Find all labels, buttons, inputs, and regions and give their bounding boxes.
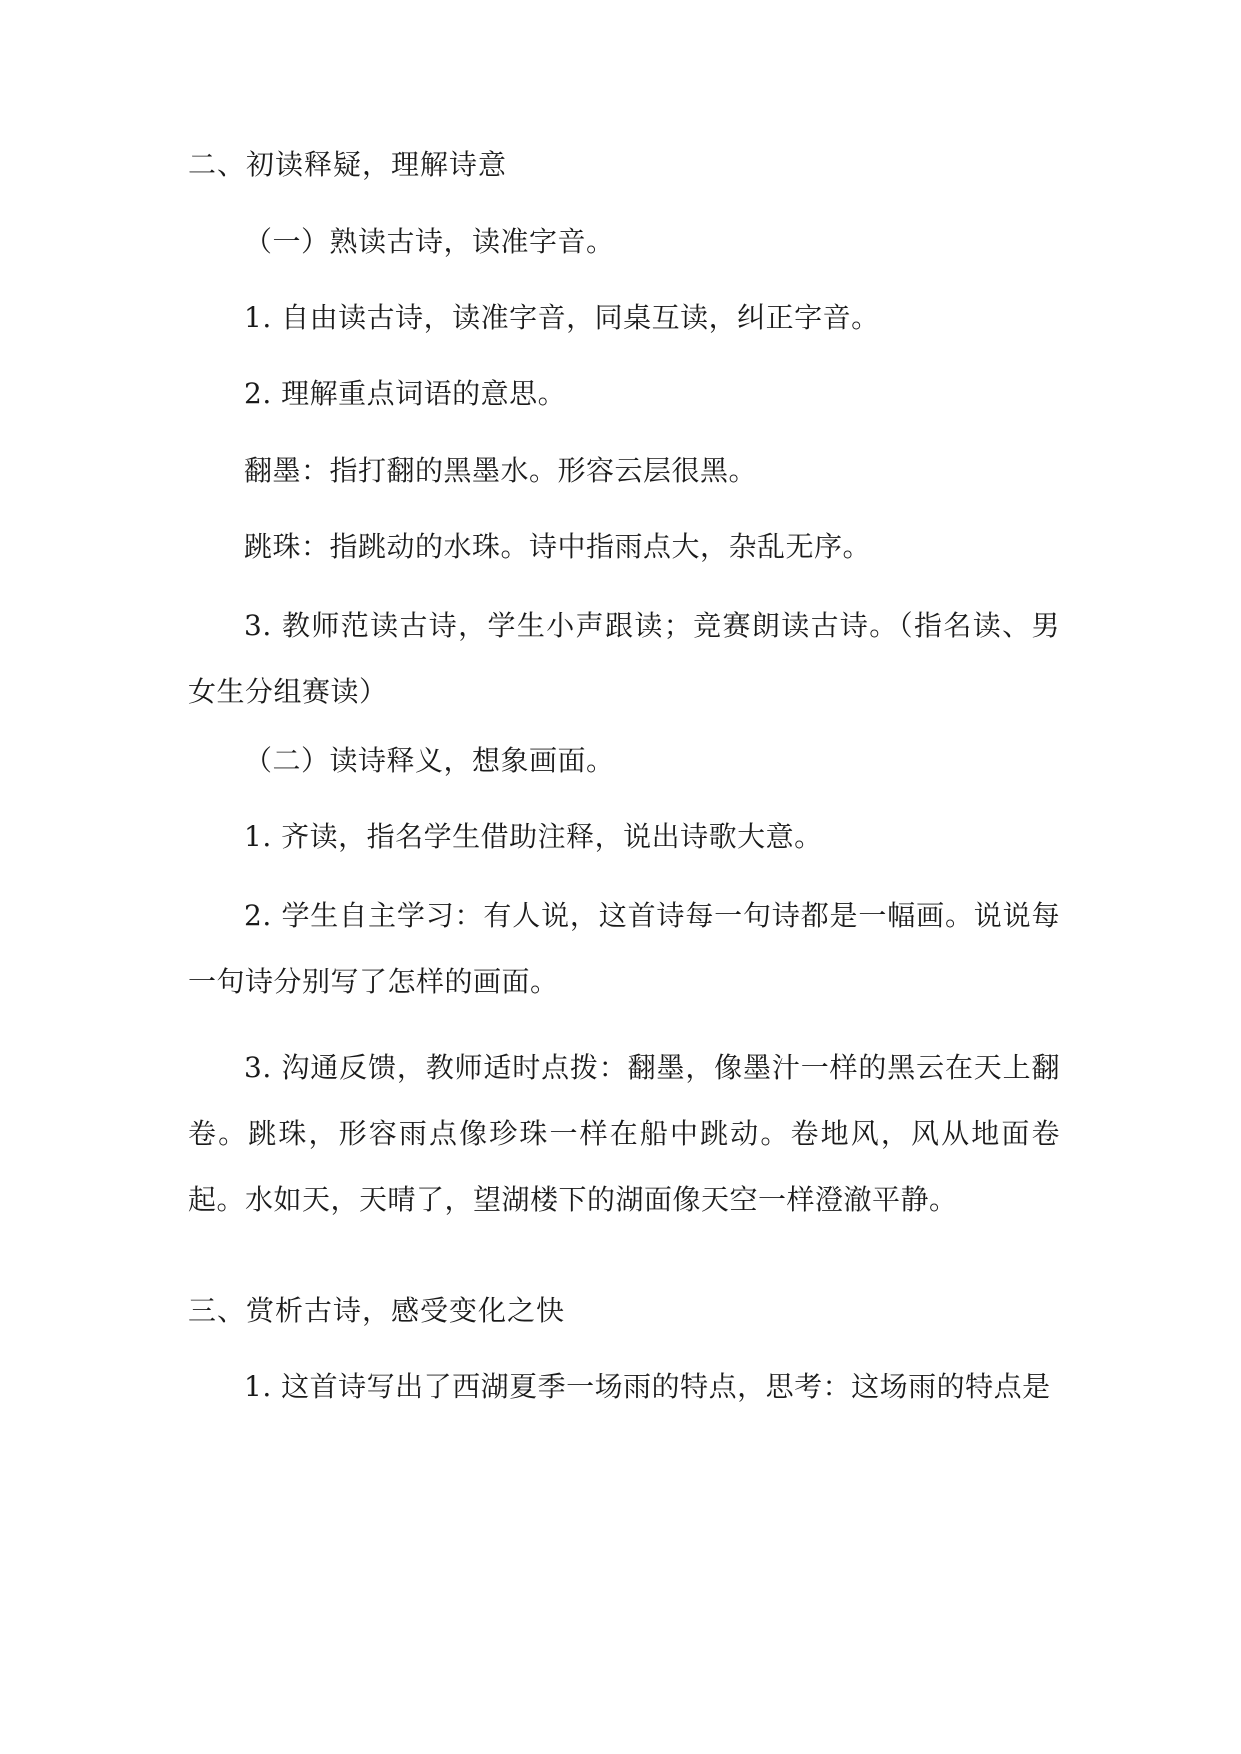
part-2-item-1: 1. 齐读，指名学生借助注释，说出诗歌大意。 [244, 820, 823, 853]
part-1-item-3: 3. 教师范读古诗，学生小声跟读；竞赛朗读古诗。（指名读、男女生分组赛读） [188, 609, 1060, 708]
part-1-item-2: 2. 理解重点词语的意思。 [244, 377, 567, 410]
section-2-heading: 二、初读释疑，理解诗意 [188, 148, 508, 181]
term-tiaozhu: 跳珠：指跳动的水珠。诗中指雨点大，杂乱无序。 [244, 530, 872, 563]
part-2-item-2: 2. 学生自主学习：有人说，这首诗每一句诗都是一幅画。说说每一句诗分别写了怎样的画面。 [188, 899, 1060, 998]
part-2-title: （二）读诗释义，想象画面。 [244, 744, 615, 777]
part-2-item-3: 3. 沟通反馈，教师适时点拨：翻墨，像墨汁一样的黑云在天上翻卷。跳珠，形容雨点像珍珠一样在船中跳动。卷地风，风从地面卷起。水如天，天晴了，望湖楼下的湖面像天空一样澄澈平静。 [188, 1051, 1060, 1216]
term-fanmo: 翻墨：指打翻的黑墨水。形容云层很黑。 [244, 454, 758, 487]
section-3-heading: 三、赏析古诗，感受变化之快 [188, 1294, 566, 1327]
part-1-item-1: 1. 自由读古诗，读准字音，同桌互读，纠正字音。 [244, 301, 880, 334]
part-1-title: （一）熟读古诗，读准字音。 [244, 225, 615, 258]
section-3-item-1: 1. 这首诗写出了西湖夏季一场雨的特点，思考：这场雨的特点是 [244, 1370, 1051, 1403]
